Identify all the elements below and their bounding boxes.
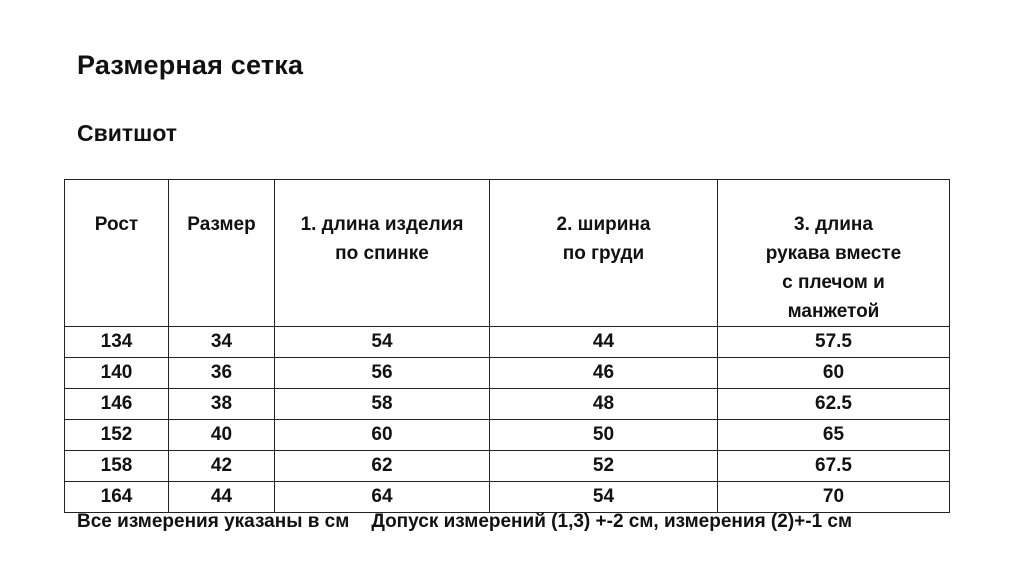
- table-row: [65, 327, 950, 358]
- footnote-units: Все измерения указаны в см: [77, 511, 350, 532]
- table-cell: 164: [65, 482, 169, 513]
- table-cell: 58: [275, 389, 490, 420]
- table-cell: 46: [490, 358, 718, 389]
- table-cell: 70: [718, 482, 950, 513]
- table-cell: 152: [65, 420, 169, 451]
- table-cell: 60: [718, 358, 950, 389]
- table-cell: 50: [490, 420, 718, 451]
- size-table: [64, 179, 950, 513]
- table-cell: 57.5: [718, 327, 950, 358]
- table-header-row: [65, 180, 950, 327]
- table-cell: 62.5: [718, 389, 950, 420]
- product-subtitle: Свитшот: [77, 120, 178, 146]
- table-cell: 67.5: [718, 451, 950, 482]
- table-row: [65, 358, 950, 389]
- table-row: [65, 420, 950, 451]
- header-cell-chest-width: 2. ширина по груди: [490, 180, 718, 327]
- table-row: [65, 389, 950, 420]
- table-cell: 54: [275, 327, 490, 358]
- header-cell-size: Размер: [169, 180, 275, 327]
- table-cell: 60: [275, 420, 490, 451]
- table-cell: 34: [169, 327, 275, 358]
- table-cell: 134: [65, 327, 169, 358]
- table-cell: 44: [490, 327, 718, 358]
- table-cell: 56: [275, 358, 490, 389]
- footnote: [77, 511, 852, 533]
- table-cell: 40: [169, 420, 275, 451]
- table-cell: 65: [718, 420, 950, 451]
- table-cell: 158: [65, 451, 169, 482]
- table-cell: 52: [490, 451, 718, 482]
- header-cell-back-length: 1. длина изделия по спинке: [275, 180, 490, 327]
- table-cell: 62: [275, 451, 490, 482]
- table-cell: 140: [65, 358, 169, 389]
- page-title: Размерная сетка: [77, 50, 304, 80]
- table-row: [65, 482, 950, 513]
- table-cell: 64: [275, 482, 490, 513]
- table-cell: 146: [65, 389, 169, 420]
- table-cell: 42: [169, 451, 275, 482]
- table-cell: 48: [490, 389, 718, 420]
- table-cell: 44: [169, 482, 275, 513]
- table-cell: 54: [490, 482, 718, 513]
- footnote-tolerance: Допуск измерений (1,3) +-2 см, измерения (2)+-1 см: [371, 511, 853, 532]
- table-cell: 36: [169, 358, 275, 389]
- table-cell: 38: [169, 389, 275, 420]
- table-row: [65, 451, 950, 482]
- header-cell-height: Рост: [65, 180, 169, 327]
- header-cell-sleeve-length: 3. длина рукава вместе с плечом и манжетой: [718, 180, 950, 327]
